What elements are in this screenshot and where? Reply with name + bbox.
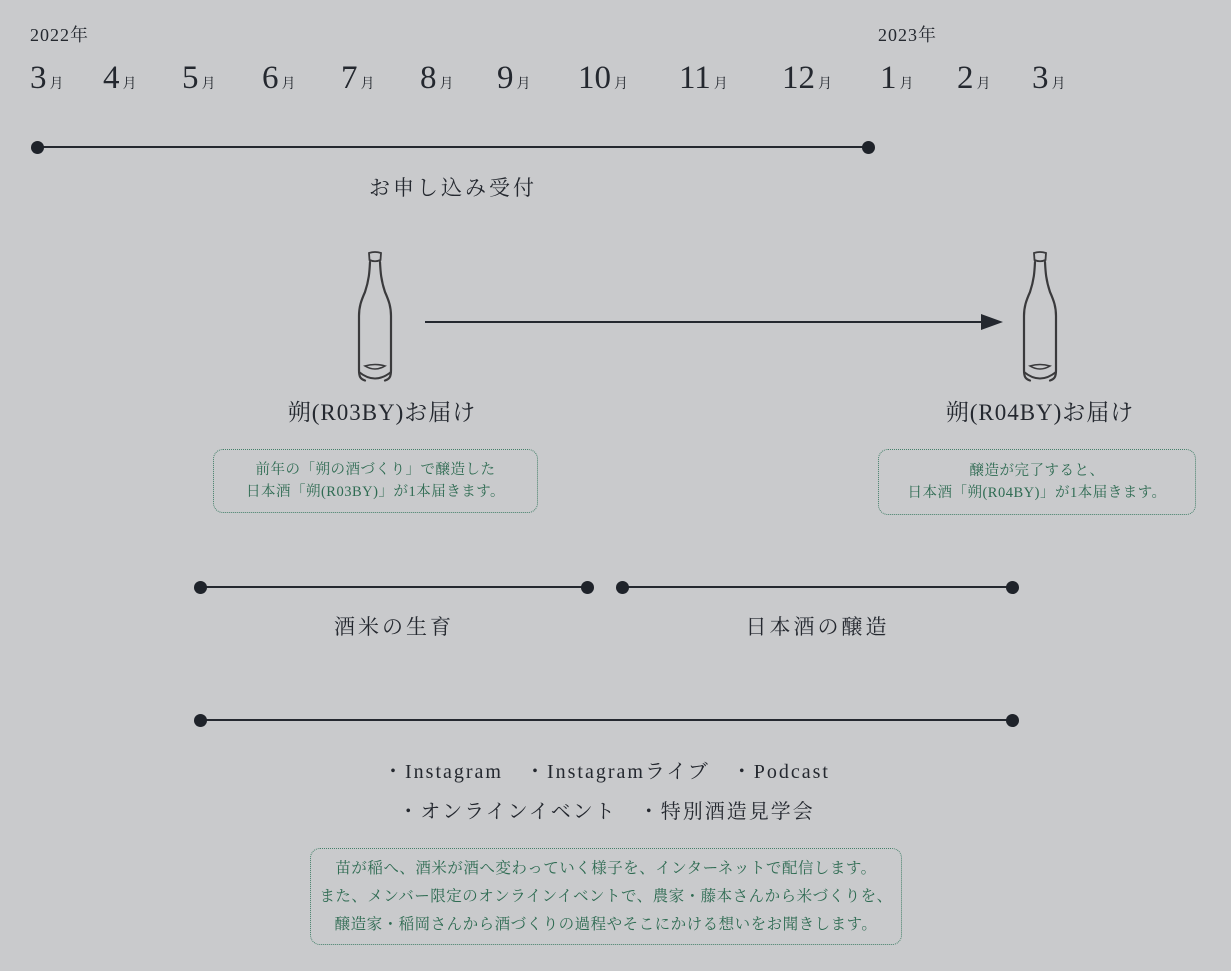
year-label-2023: 2023年 [878, 25, 937, 45]
month-unit: 月 [1051, 77, 1066, 92]
month-unit: 月 [818, 77, 832, 92]
month-label [497, 60, 531, 97]
month-unit: 月 [614, 77, 628, 92]
timeline-end-dot [1006, 581, 1019, 594]
note-line: また、メンバー限定のオンラインイベントで、農家・藤本さんから米づくりを、 [319, 887, 893, 905]
delivery-second-note [878, 449, 1196, 515]
month-label [957, 60, 991, 97]
month-unit: 月 [360, 77, 375, 92]
arrow-right-icon [423, 310, 1005, 334]
month-number: 7 [341, 60, 358, 96]
month-unit: 月 [439, 77, 454, 92]
online-content-timeline [200, 719, 1013, 721]
timeline-end-dot [1006, 714, 1019, 727]
application-period-label: お申し込み受付 [369, 176, 537, 200]
delivery-first-note [213, 449, 538, 513]
month-number: 3 [30, 60, 47, 96]
month-unit: 月 [122, 77, 137, 92]
month-unit: 月 [713, 77, 728, 92]
timeline-start-dot [194, 714, 207, 727]
brewing-timeline [622, 586, 1013, 588]
month-unit: 月 [201, 77, 216, 92]
month-unit: 月 [516, 77, 531, 92]
month-label [782, 60, 832, 97]
month-number: 4 [103, 60, 120, 96]
timeline-start-dot [616, 581, 629, 594]
month-number: 1 [880, 60, 897, 96]
month-unit: 月 [976, 77, 991, 92]
month-label [420, 60, 454, 97]
month-unit: 月 [899, 77, 914, 92]
note-line: 苗が稲へ、酒米が酒へ変わっていく様子を、インターネットで配信します。 [335, 859, 877, 877]
note-line: 醸造が完了すると、 [969, 463, 1105, 479]
month-label [262, 60, 296, 97]
timeline-start-dot [31, 141, 44, 154]
sake-bottle-icon [352, 248, 398, 390]
delivery-second-title: 朔(R04BY)お届け [945, 400, 1135, 425]
month-number: 10 [578, 60, 611, 96]
delivery-first-title: 朔(R03BY)お届け [287, 400, 477, 425]
timeline-start-dot [194, 581, 207, 594]
online-content-list-line2: ・オンラインイベント ・特別酒造見学会 [398, 801, 815, 823]
month-number: 9 [497, 60, 514, 96]
rice-growing-timeline [200, 586, 588, 588]
month-number: 11 [679, 60, 711, 96]
brewing-label: 日本酒の醸造 [745, 615, 890, 639]
online-content-note [310, 848, 902, 945]
online-content-list-line1: ・Instagram ・Instagramライブ ・Podcast [383, 761, 830, 783]
month-label [182, 60, 216, 97]
month-label [341, 60, 375, 97]
timeline-end-dot [581, 581, 594, 594]
sake-bottle-icon [1017, 248, 1063, 390]
note-line: 日本酒「朔(R04BY)」が1本届きます。 [907, 485, 1167, 501]
rice-growing-label: 酒米の生育 [334, 615, 454, 639]
month-label [679, 60, 728, 97]
month-unit: 月 [49, 77, 64, 92]
month-number: 6 [262, 60, 279, 96]
month-label [103, 60, 137, 97]
month-label [30, 60, 64, 97]
month-unit: 月 [281, 77, 296, 92]
application-period-timeline [37, 146, 869, 148]
timeline-end-dot [862, 141, 875, 154]
month-number: 12 [782, 60, 815, 96]
year-label-2022: 2022年 [30, 25, 89, 45]
month-number: 3 [1032, 60, 1049, 96]
note-line: 日本酒「朔(R03BY)」が1本届きます。 [245, 484, 506, 500]
month-number: 2 [957, 60, 974, 96]
note-line: 前年の「朔の酒づくり」で醸造した [255, 462, 496, 478]
month-label [1032, 60, 1066, 97]
month-label [880, 60, 914, 97]
month-number: 8 [420, 60, 437, 96]
note-line: 醸造家・稲岡さんから酒づくりの過程やそこにかける想いをお聞きします。 [334, 915, 878, 933]
month-number: 5 [182, 60, 199, 96]
month-label [578, 60, 628, 97]
